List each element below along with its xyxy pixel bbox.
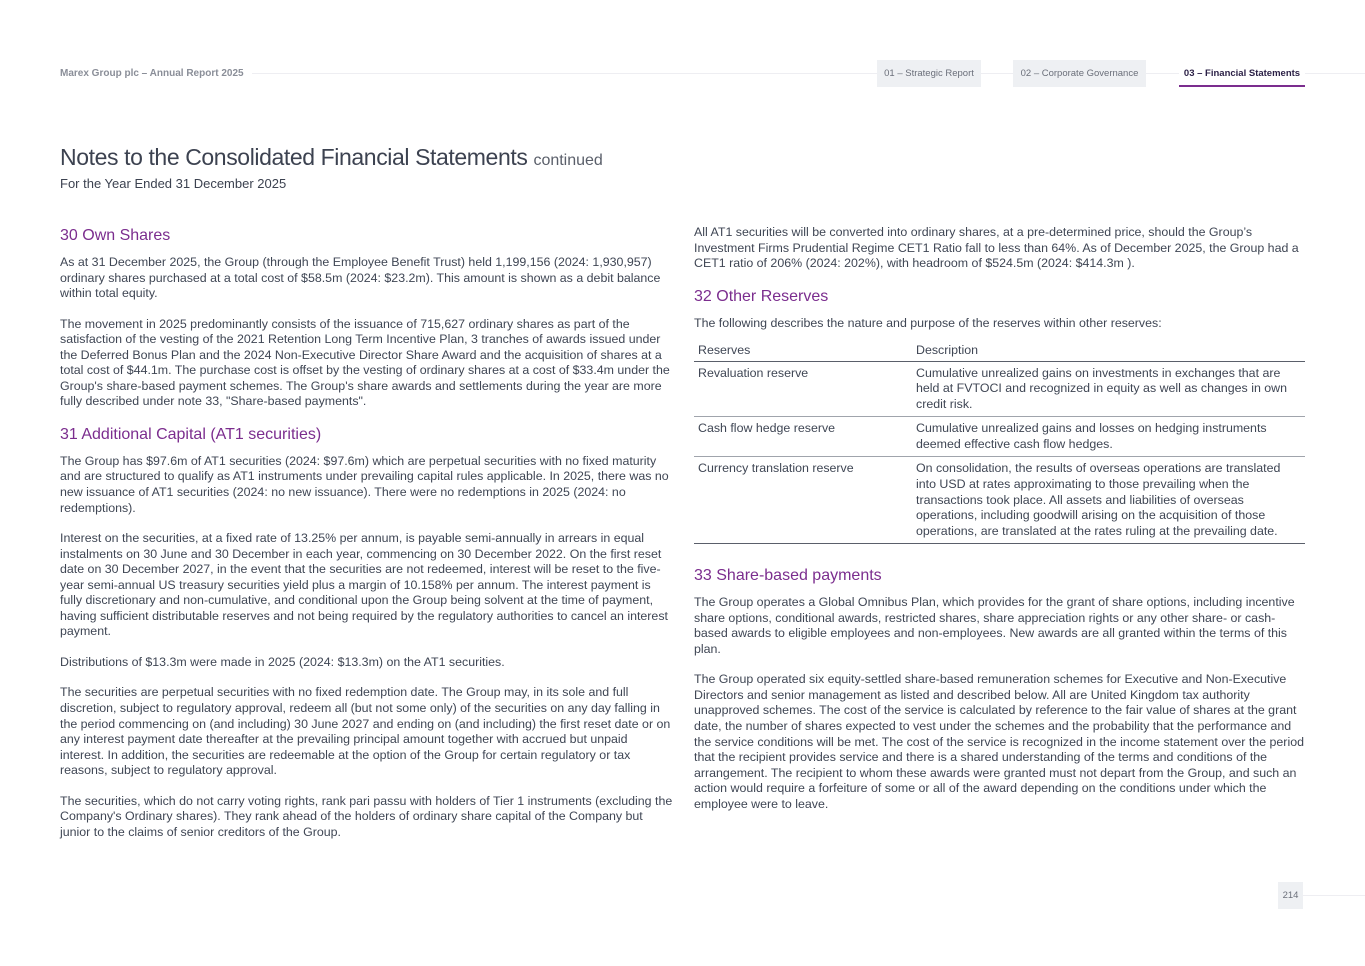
section-33-heading: 33 Share-based payments: [694, 567, 882, 585]
section-31-continued-paragraph: All AT1 securities will be converted into ordinary shares, at a pre-determined price, should the Group’s Investment Firms Prudential Regime CET1 Ratio fall to less than 64%. As of December 2025, the Group had a CET1 ratio of 206% (2024: 202%), with headroom of $524.5m (2024: $414.3m ).: [694, 225, 1299, 271]
column-header-description: Description: [912, 338, 1305, 361]
section-31-heading: 31 Additional Capital (AT1 securities): [60, 425, 322, 443]
reserve-name: Currency translation reserve: [694, 457, 912, 544]
tab-financial-statements[interactable]: 03 – Financial Statements: [1179, 60, 1305, 87]
section-31-paragraph: The Group has $97.6m of AT1 securities (2024: $97.6m) which are perpetual securities with no fixed maturity and are structured to qualify as AT1 instruments under prevailing capital rules applicable. In 2025, there was no new issuance of AT1 securities (2024: no new issuance). There were no redemptions in 2025 (2024: no redemptions).: [60, 453, 669, 515]
section-32-heading: 32 Other Reserves: [694, 287, 829, 305]
reserve-description: On consolidation, the results of overseas operations are translated into USD at rates approximating to those prevailing when the transactions took place. All assets and liabilities of overseas operations, including goodwill arising on the acquisition of those operations, are translated at the rates ruling at the prevailing date.: [912, 457, 1305, 544]
page-title-continued: continued: [533, 152, 603, 169]
reserves-table: [694, 338, 1305, 544]
table-header-row: [694, 338, 1305, 361]
right-column: [694, 225, 1308, 827]
section-31-paragraph: The securities, which do not carry voting rights, rank pari passu with holders of Tier 1 instruments (excluding the Company's Ordinary shares). They rank ahead of the holders of ordinary share capital of the Company but junior to the claims of senior creditors of the Group.: [60, 793, 673, 839]
section-31-paragraph: The securities are perpetual securities with no fixed redemption date. The Group may, in its sole and full discretion, subject to regulatory approval, redeem all (but not some only) of the securities on any day falling in the period commencing on (and including) 30 June 2027 and ending on (and including) the first reset date or on any interest payment date thereafter at the prevailing principal amount together with accrued but unpaid interest. In addition, the securities are redeemable at the option of the Group for certain regulatory or tax reasons, subject to regulatory approval.: [60, 685, 671, 778]
reserve-description: Cumulative unrealized gains on investments in exchanges that are held at FVTOCI and recognized in equity as well as changes in own credit risk.: [912, 361, 1305, 417]
column-header-reserves: Reserves: [694, 338, 912, 361]
reserve-description: Cumulative unrealized gains and losses on hedging instruments deemed effective cash flow hedges.: [912, 417, 1305, 457]
section-30-paragraph: The movement in 2025 predominantly consists of the issuance of 715,627 ordinary shares as part of the satisfaction of the vesting of the 2021 Retention Long Term Incentive Plan, 3 tranches of awards issued under the Deferred Bonus Plan and the 2024 Non-Executive Director Share Award and the acquisition of shares at a total cost of $44.1m. The purchase cost is offset by the vesting of ordinary shares at a cost of $33.4m under the Group's share-based payment schemes. The Group's share awards and settlements during the year are more fully described under note 33, "Share-based payments".: [60, 316, 670, 409]
section-31-paragraph: Interest on the securities, at a fixed rate of 13.25% per annum, is payable semi-annually in arrears in equal instalments on 30 June and 30 December in each year, commencing on 30 December 2022. On the first reset date on 30 December 2027, in the event that the securities are not redeemed, interest will be reset to the five-year semi-annual US treasury securities yield plus a margin of 10.158% per annum. The interest payment is fully discretionary and non-cumulative, and conditional upon the Group being solvent at the time of payment, having sufficient distributable reserves and not being required by the regulatory authorities to cancel an interest payment.: [60, 531, 668, 639]
footer-divider: [1303, 895, 1365, 896]
section-30-paragraph: As at 31 December 2025, the Group (through the Employee Benefit Trust) held 1,199,156 (2024: 1,930,957) ordinary shares purchased at a total cost of $58.5m (2024: $23.2m). This amount is shown as a debit balance within total equity.: [60, 255, 661, 301]
section-33-paragraph: The Group operated six equity-settled share-based remuneration schemes for Executive and Non-Executive Directors and senior management as listed and described below. All are United Kingdom tax authority unapproved schemes. The cost of the service is calculated by reference to the fair value of shares at the grant date, the number of shares expected to vest under the schemes and the probability that the performance and the service conditions will be met. The cost of the service is recognized in the income statement over the period that the recipient provides service and there is a shared understanding of the terms and conditions of the arrangement. The recipient to whom these awards were granted must not depart from the Group, and such an action would require a forfeiture of some or all of the award depending on the conditions under which the employee were to leave.: [694, 672, 1304, 811]
reserve-name: Cash flow hedge reserve: [694, 417, 912, 457]
tab-strategic-report[interactable]: 01 – Strategic Report: [877, 60, 981, 87]
section-33-paragraph: The Group operates a Global Omnibus Plan, which provides for the grant of share options, including incentive share options, conditional awards, restricted shares, share appreciation rights or any other share- or cash-based awards to eligible employees and non-employees. New awards are all granted within the terms of this plan.: [694, 595, 1295, 656]
table-row: [694, 417, 1305, 457]
section-32-intro: The following describes the nature and purpose of the reserves within other reserves:: [694, 315, 1162, 330]
page-number: 214: [1278, 882, 1303, 909]
tab-corporate-governance[interactable]: 02 – Corporate Governance: [1013, 60, 1146, 87]
reserve-name: Revaluation reserve: [694, 361, 912, 417]
report-title: Marex Group plc – Annual Report 2025: [60, 68, 252, 79]
page-subtitle: For the Year Ended 31 December 2025: [60, 176, 287, 191]
section-31-paragraph: Distributions of $13.3m were made in 2025 (2024: $13.3m) on the AT1 securities.: [60, 654, 505, 669]
page-title: [60, 144, 603, 171]
left-column: [60, 226, 674, 855]
table-row: [694, 457, 1305, 544]
section-30-heading: 30 Own Shares: [60, 227, 171, 244]
page-title-main: Notes to the Consolidated Financial Statements: [60, 144, 528, 170]
table-row: [694, 361, 1305, 417]
